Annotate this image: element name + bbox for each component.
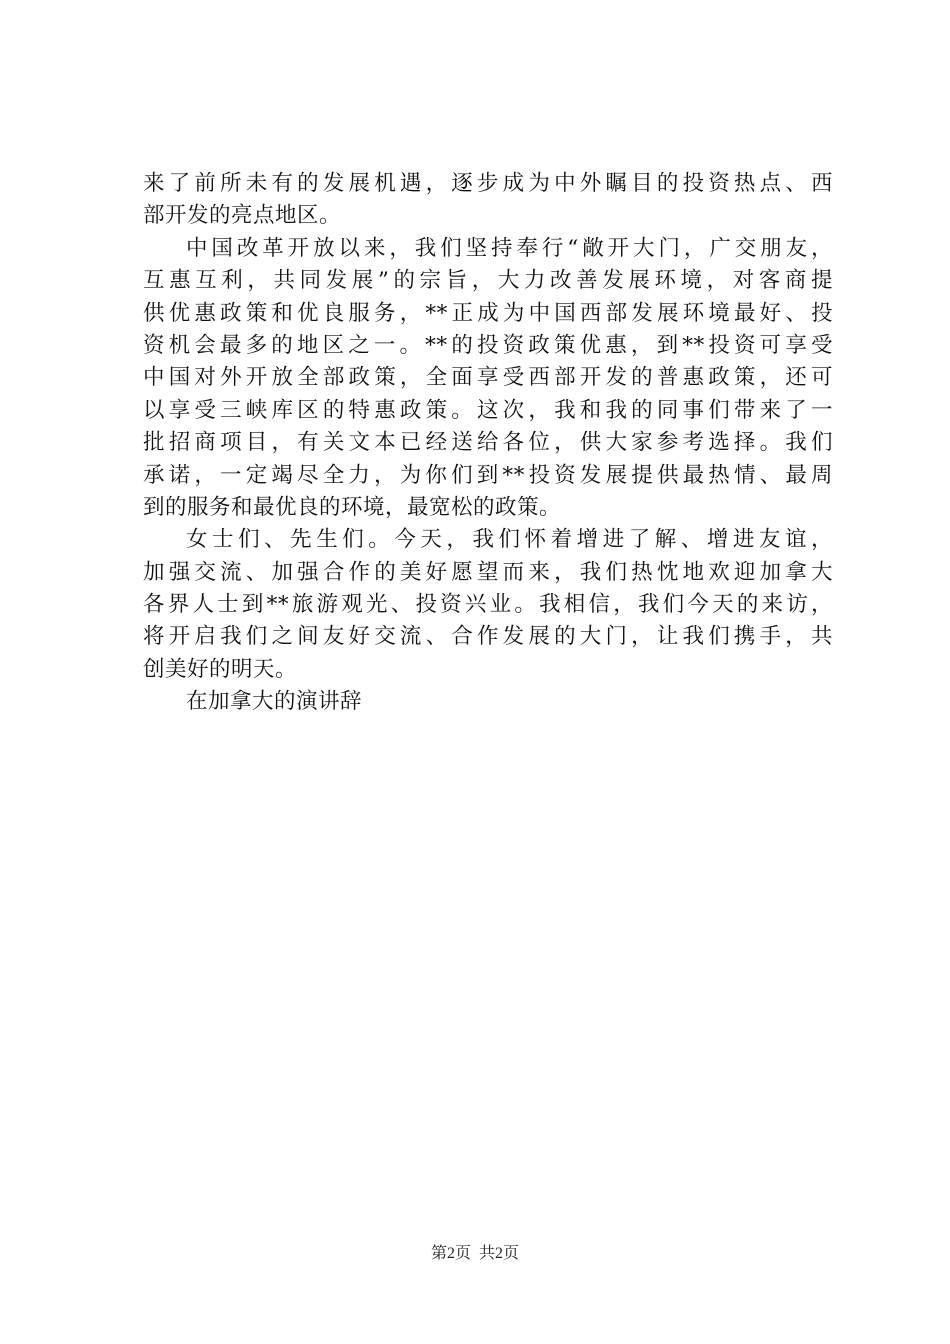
text-line: 中国改革开放以来，我们坚持奉行“敞开大门，广交朋友， <box>186 235 833 261</box>
text-line: 女士们、先生们。今天，我们怀着增进了解、增进友谊， <box>186 527 833 553</box>
page-footer <box>0 1244 950 1264</box>
text-line: 创美好的明天。 <box>143 656 298 682</box>
text-line: 承诺，一定竭尽全力，为你们到**投资发展提供最热情、最周 <box>143 462 833 488</box>
text-line: 来了前所未有的发展机遇，逐步成为中外瞩目的投资热点、西 <box>143 171 833 196</box>
text-line: 各界人士到**旅游观光、投资兴业。我相信，我们今天的来访， <box>143 592 833 618</box>
text-line: 加强交流、加强合作的美好愿望而来，我们热忱地欢迎加拿大 <box>143 559 833 585</box>
text-line: 供优惠政策和优良服务，**正成为中国西部发展环境最好、投 <box>143 300 833 326</box>
text-line: 资机会最多的地区之一。**的投资政策优惠，到**投资可享受 <box>143 332 833 358</box>
text-line: 互惠互利，共同发展”的宗旨，大力改善发展环境，对客商提 <box>143 268 833 294</box>
text-line: 以享受三峡库区的特惠政策。这次，我和我的同事们带来了一 <box>143 397 833 423</box>
text-line: 部开发的亮点地区。 <box>143 203 342 229</box>
text-line: 将开启我们之间友好交流、合作发展的大门，让我们携手，共 <box>143 624 833 650</box>
page-total: 共2页 <box>479 1245 520 1262</box>
page-number: 第2页 <box>430 1245 471 1262</box>
text-line: 中国对外开放全部政策，全面享受西部开发的普惠政策，还可 <box>143 365 833 391</box>
document-title-line: 在加拿大的演讲辞 <box>186 689 363 715</box>
text-line: 批招商项目，有关文本已经送给各位，供大家参考选择。我们 <box>143 430 833 456</box>
text-line: 到的服务和最优良的环境，最宽松的政策。 <box>143 494 562 520</box>
document-body <box>143 168 833 719</box>
